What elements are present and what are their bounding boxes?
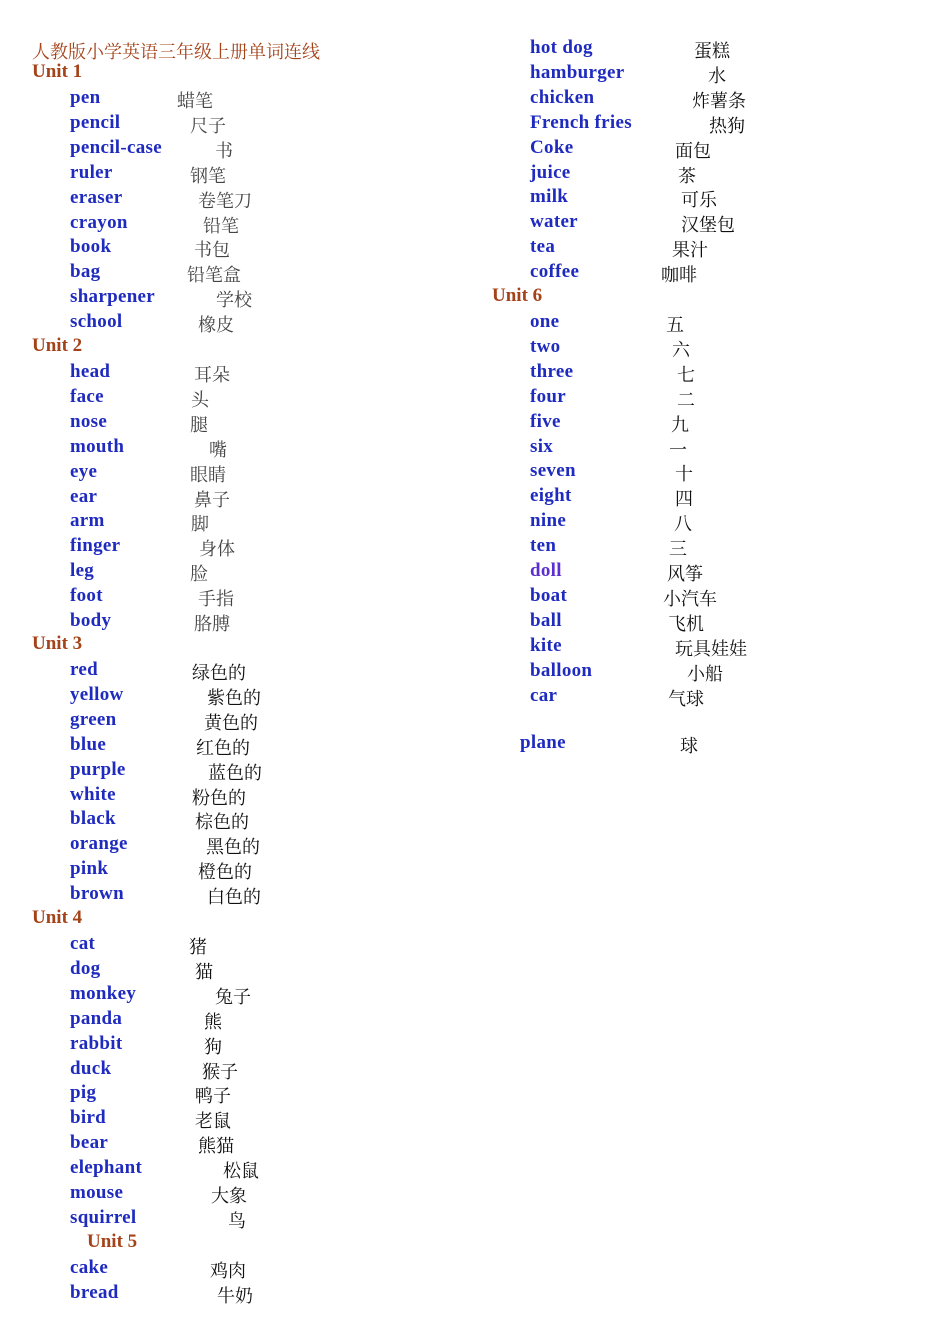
word-pair-row: [530, 485, 830, 509]
word-pair-row: [530, 336, 830, 360]
chinese-meaning: 果汁: [672, 240, 708, 262]
english-word: juice: [530, 161, 571, 183]
english-word: five: [530, 410, 561, 432]
unit-heading-3: Unit 3: [32, 633, 83, 654]
chinese-meaning: 三: [669, 539, 687, 561]
word-pair-row: [520, 732, 820, 756]
english-word: body: [70, 610, 112, 631]
english-word: plane: [520, 732, 566, 753]
english-word: nose: [70, 410, 108, 432]
chinese-meaning: 四: [675, 489, 693, 511]
chinese-meaning: 腿: [190, 414, 208, 436]
word-pair-row: [70, 958, 370, 982]
word-pair-row: [70, 684, 370, 708]
english-word: cat: [70, 933, 96, 954]
chinese-meaning: 黄色的: [204, 712, 258, 734]
page-title: 人教版小学英语三年级上册单词连线: [32, 42, 320, 63]
english-word: sharpener: [70, 286, 156, 308]
chinese-meaning: 手指: [198, 589, 234, 611]
english-word: dog: [70, 957, 101, 979]
word-pair-row: [70, 1132, 370, 1156]
chinese-meaning: 狗: [204, 1036, 222, 1058]
chinese-meaning: 水: [708, 65, 726, 87]
word-pair-row: [70, 1008, 370, 1032]
chinese-meaning: 玩具娃娃: [675, 638, 747, 660]
english-word: French fries: [530, 111, 632, 133]
word-pair-row: [530, 261, 830, 285]
english-word: panda: [70, 1007, 123, 1029]
chinese-meaning: 尺子: [190, 115, 226, 137]
english-word: milk: [530, 186, 569, 208]
word-pair-row: [530, 137, 830, 161]
chinese-meaning: 大象: [211, 1186, 247, 1207]
chinese-meaning: 黑色的: [206, 837, 260, 859]
word-pair-row: [530, 211, 830, 235]
word-pair-row: [70, 734, 370, 758]
english-word: monkey: [70, 982, 137, 1004]
word-pair-row: [70, 610, 370, 634]
english-word: seven: [530, 460, 576, 482]
word-pair-row: [70, 833, 370, 857]
english-word: brown: [70, 883, 124, 905]
word-pair-row: [70, 858, 370, 882]
word-pair-row: [70, 187, 370, 211]
english-word: ball: [530, 609, 562, 631]
english-word: face: [70, 385, 104, 407]
word-pair-row: [530, 162, 830, 186]
word-pair-row: [70, 709, 370, 733]
english-word: pig: [70, 1082, 97, 1104]
word-pair-row: [530, 510, 830, 534]
chinese-meaning: 头: [191, 389, 209, 411]
english-word: kite: [530, 634, 562, 656]
english-word: boat: [530, 584, 568, 606]
word-pair-row: [70, 137, 370, 161]
english-word: finger: [70, 535, 121, 557]
chinese-meaning: 脚: [191, 514, 209, 536]
english-word: rabbit: [70, 1032, 123, 1054]
word-pair-row: [70, 1082, 370, 1106]
chinese-meaning: 学校: [216, 290, 252, 312]
word-pair-row: [70, 236, 370, 260]
chinese-meaning: 身体: [199, 539, 235, 561]
unit-heading-6: Unit 6: [492, 285, 543, 306]
chinese-meaning: 熊: [204, 1011, 222, 1033]
word-pair-row: [70, 436, 370, 460]
english-word: eraser: [70, 186, 123, 208]
chinese-meaning: 猴子: [202, 1061, 238, 1083]
english-word: chicken: [530, 86, 595, 108]
word-pair-row: [70, 411, 370, 435]
word-pair-row: [530, 361, 830, 385]
word-pair-row: [70, 933, 370, 957]
english-word: orange: [70, 833, 128, 855]
chinese-meaning: 一: [669, 439, 687, 461]
chinese-meaning: 橙色的: [198, 862, 252, 884]
chinese-meaning: 炸薯条: [692, 90, 746, 112]
english-word: coffee: [530, 261, 580, 283]
word-pair-row: [530, 311, 830, 335]
chinese-meaning: 蓝色的: [208, 762, 262, 784]
english-word: three: [530, 360, 574, 382]
chinese-meaning: 蛋糕: [694, 41, 730, 62]
chinese-meaning: 可乐: [681, 190, 717, 212]
chinese-meaning: 橡皮: [198, 315, 234, 337]
chinese-meaning: 球: [680, 736, 698, 757]
english-word: yellow: [70, 683, 124, 705]
chinese-meaning: 铅笔: [203, 215, 239, 237]
english-word: ruler: [70, 161, 113, 183]
chinese-meaning: 熊猫: [198, 1136, 234, 1158]
chinese-meaning: 飞机: [668, 613, 704, 635]
chinese-meaning: 鸭子: [195, 1086, 231, 1108]
word-pair-row: [530, 411, 830, 435]
word-pair-row: [70, 510, 370, 534]
word-pair-row: [530, 186, 830, 210]
chinese-meaning: 猪: [189, 937, 207, 958]
english-word: water: [530, 211, 578, 233]
chinese-meaning: 松鼠: [223, 1161, 259, 1183]
chinese-meaning: 嘴: [209, 439, 227, 461]
chinese-meaning: 十: [675, 464, 693, 486]
english-word: pink: [70, 858, 109, 880]
chinese-meaning: 茶: [678, 165, 696, 187]
word-pair-row: [70, 1058, 370, 1082]
english-word: bird: [70, 1107, 107, 1129]
english-word: Coke: [530, 136, 574, 158]
word-pair-row: [530, 236, 830, 260]
english-word: bag: [70, 261, 101, 283]
word-pair-row: [530, 610, 830, 634]
word-pair-row: [530, 560, 830, 584]
english-word: six: [530, 435, 554, 457]
word-pair-row: [530, 62, 830, 86]
chinese-meaning: 咖啡: [661, 265, 697, 287]
chinese-meaning: 九: [671, 414, 689, 436]
word-pair-row: [70, 286, 370, 310]
english-word: duck: [70, 1057, 112, 1079]
word-pair-row: [70, 1033, 370, 1057]
word-pair-row: [70, 659, 370, 683]
word-pair-row: [530, 685, 830, 709]
chinese-meaning: 铅笔盒: [187, 265, 241, 287]
word-pair-row: [530, 460, 830, 484]
chinese-meaning: 粉色的: [192, 787, 246, 809]
english-word: ten: [530, 535, 557, 557]
word-pair-row: [70, 87, 370, 111]
english-word: red: [70, 659, 98, 680]
word-pair-row: [70, 784, 370, 808]
english-word: eye: [70, 460, 98, 482]
english-word: two: [530, 335, 561, 357]
word-pair-row: [530, 585, 830, 609]
chinese-meaning: 小汽车: [663, 588, 717, 610]
chinese-meaning: 红色的: [196, 737, 250, 759]
unit-heading-1: Unit 1: [32, 61, 83, 82]
english-word: hot dog: [530, 37, 593, 58]
english-word: cake: [70, 1257, 109, 1278]
unit-heading-2: Unit 2: [32, 335, 83, 356]
chinese-meaning: 书: [215, 140, 233, 162]
word-pair-row: [70, 112, 370, 136]
english-word: car: [530, 684, 558, 706]
english-word: pencil-case: [70, 136, 162, 158]
word-pair-row: [530, 436, 830, 460]
english-word: purple: [70, 758, 126, 780]
word-pair-row: [70, 883, 370, 907]
chinese-meaning: 绿色的: [192, 663, 246, 684]
chinese-meaning: 面包: [675, 140, 711, 162]
chinese-meaning: 二: [677, 389, 695, 411]
word-pair-row: [530, 635, 830, 659]
word-pair-row: [70, 212, 370, 236]
chinese-meaning: 六: [672, 339, 690, 361]
english-word: school: [70, 311, 123, 333]
chinese-meaning: 紫色的: [207, 687, 261, 709]
english-word: doll: [530, 560, 562, 581]
unit-heading-4: Unit 4: [32, 907, 83, 928]
english-word: ear: [70, 485, 98, 507]
chinese-meaning: 胳膊: [194, 614, 230, 635]
english-word: squirrel: [70, 1206, 137, 1228]
english-word: green: [70, 708, 117, 730]
chinese-meaning: 卷笔刀: [198, 190, 252, 212]
english-word: mouse: [70, 1182, 124, 1203]
english-word: white: [70, 783, 116, 805]
word-pair-row: [70, 461, 370, 485]
word-pair-row: [530, 660, 830, 684]
word-pair-row: [70, 261, 370, 285]
english-word: head: [70, 361, 111, 382]
english-word: leg: [70, 560, 95, 582]
word-pair-row: [70, 560, 370, 584]
english-word: bread: [70, 1281, 119, 1303]
english-word: elephant: [70, 1157, 143, 1179]
english-word: black: [70, 808, 116, 830]
english-word: foot: [70, 585, 103, 607]
english-word: blue: [70, 733, 107, 755]
word-pair-row: [70, 1257, 370, 1281]
english-word: hamburger: [530, 61, 625, 83]
chinese-meaning: 钢笔: [190, 165, 226, 187]
english-word: eight: [530, 485, 572, 507]
word-pair-row: [70, 361, 370, 385]
word-pair-row: [70, 162, 370, 186]
english-word: book: [70, 236, 112, 258]
word-pair-row: [70, 311, 370, 335]
chinese-meaning: 眼睛: [190, 464, 226, 486]
chinese-meaning: 蜡笔: [177, 91, 213, 112]
chinese-meaning: 汉堡包: [681, 215, 735, 237]
word-pair-row: [530, 112, 830, 136]
chinese-meaning: 书包: [194, 240, 230, 262]
word-pair-row: [70, 585, 370, 609]
chinese-meaning: 老鼠: [195, 1111, 231, 1133]
english-word: crayon: [70, 211, 128, 233]
english-word: tea: [530, 236, 556, 258]
chinese-meaning: 耳朵: [194, 365, 230, 386]
english-word: pencil: [70, 111, 121, 133]
english-word: arm: [70, 510, 105, 532]
chinese-meaning: 小船: [687, 663, 723, 685]
chinese-meaning: 鸟: [228, 1210, 246, 1232]
word-pair-row: [530, 37, 830, 61]
word-pair-row: [70, 486, 370, 510]
word-pair-row: [70, 808, 370, 832]
word-pair-row: [70, 759, 370, 783]
word-pair-row: [70, 1107, 370, 1131]
chinese-meaning: 猫: [195, 961, 213, 983]
word-pair-row: [530, 87, 830, 111]
word-pair-row: [70, 1282, 370, 1306]
chinese-meaning: 鸡肉: [210, 1261, 246, 1282]
word-pair-row: [530, 535, 830, 559]
chinese-meaning: 兔子: [215, 986, 251, 1008]
chinese-meaning: 脸: [190, 564, 208, 586]
chinese-meaning: 气球: [668, 688, 704, 710]
english-word: bear: [70, 1132, 109, 1154]
chinese-meaning: 五: [666, 315, 684, 336]
chinese-meaning: 热狗: [709, 115, 745, 137]
english-word: one: [530, 311, 560, 332]
word-pair-row: [70, 983, 370, 1007]
word-pair-row: [70, 1182, 370, 1206]
english-word: pen: [70, 87, 101, 108]
english-word: nine: [530, 510, 567, 532]
english-word: balloon: [530, 659, 593, 681]
word-pair-row: [70, 1157, 370, 1181]
chinese-meaning: 八: [674, 514, 692, 536]
word-pair-row: [530, 386, 830, 410]
word-pair-row: [70, 386, 370, 410]
chinese-meaning: 白色的: [207, 887, 261, 909]
chinese-meaning: 风筝: [667, 564, 703, 585]
chinese-meaning: 七: [677, 364, 695, 386]
chinese-meaning: 棕色的: [195, 812, 249, 834]
english-word: four: [530, 385, 567, 407]
unit-heading-5: Unit 5: [87, 1231, 138, 1252]
word-pair-row: [70, 1207, 370, 1231]
chinese-meaning: 鼻子: [194, 489, 230, 511]
chinese-meaning: 牛奶: [217, 1285, 253, 1307]
word-pair-row: [70, 535, 370, 559]
english-word: mouth: [70, 435, 125, 457]
